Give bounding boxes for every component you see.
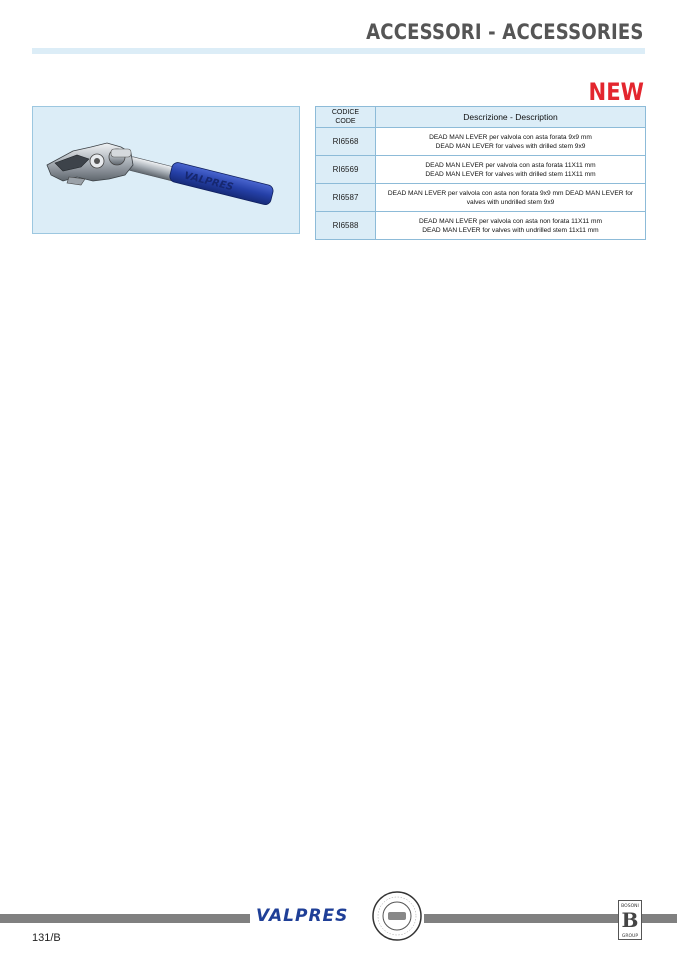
- code-header-en: CODE: [335, 118, 356, 125]
- description-it: DEAD MAN LEVER per valvola con asta forata 9x9 mm: [429, 133, 592, 141]
- product-description: [376, 184, 646, 212]
- bosoni-group-logo: [618, 900, 642, 945]
- footer-bar-middle: [424, 914, 618, 923]
- code-column-header: [316, 107, 376, 128]
- product-code: RI6587: [316, 184, 376, 212]
- description-en: valves with undrilled stem 9x9: [466, 198, 555, 206]
- product-code: RI6568: [316, 128, 376, 156]
- description-column-header: Descrizione - Description: [376, 107, 646, 128]
- table-row: [316, 156, 646, 184]
- description-it: DEAD MAN LEVER per valvola con asta non forata 9x9 mm DEAD MAN LEVER for: [387, 189, 634, 197]
- table-header-row: [316, 107, 646, 128]
- grip-brand-text: VALPRES: [182, 170, 235, 194]
- product-code: RI6569: [316, 156, 376, 184]
- page-title: ACCESSORI - ACCESSORIES: [366, 20, 644, 44]
- title-underline-bar: [32, 48, 645, 54]
- product-code: RI6588: [316, 212, 376, 240]
- table-row: [316, 128, 646, 156]
- description-en: DEAD MAN LEVER for valves with drilled stem 9x9: [435, 142, 586, 150]
- product-description: [376, 212, 646, 240]
- group-logo-top-text: BOSONI: [621, 904, 639, 909]
- iso-certification-seal-icon: [371, 890, 423, 947]
- group-logo-letter: B: [621, 908, 639, 932]
- description-it: DEAD MAN LEVER per valvola con asta forata 11X11 mm: [425, 161, 596, 169]
- description-en: DEAD MAN LEVER for valves with drilled stem 11X11 mm: [425, 170, 596, 178]
- group-logo-bottom-text: GROUP: [621, 934, 639, 939]
- page-number: 131/B: [32, 932, 61, 944]
- description-en: DEAD MAN LEVER for valves with undrilled stem 11x11 mm: [422, 226, 599, 234]
- footer-bar-right: [640, 914, 677, 923]
- product-table: [315, 106, 646, 240]
- product-description: [376, 156, 646, 184]
- footer-bar-left: [0, 914, 250, 923]
- description-it: DEAD MAN LEVER per valvola con asta non forata 11X11 mm: [419, 217, 602, 225]
- table-row: [316, 184, 646, 212]
- dead-man-lever-illustration: [33, 107, 300, 234]
- product-description: [376, 128, 646, 156]
- product-photo: [32, 106, 300, 234]
- table-row: [316, 212, 646, 240]
- new-badge: NEW: [588, 78, 644, 106]
- valpres-logo: VALPRES: [256, 906, 349, 926]
- code-header-it: CODICE: [331, 109, 360, 116]
